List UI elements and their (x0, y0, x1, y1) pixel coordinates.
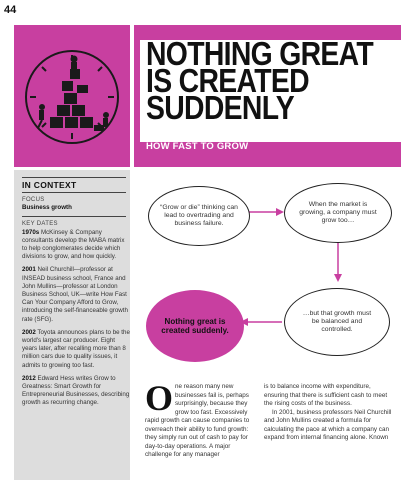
page-subtitle: HOW FAST TO GROW (146, 141, 249, 152)
body-paragraph: In 2001, business professors Neil Churchill and John Mullins created a formula for calculating the pace at which a company can expand from internal financing alone. Known (264, 408, 392, 441)
key-date-entry: 2001 Neil Churchill—professor at INSEAD business school, France and John Mullins—professor at London Business School, UK—write How Fast Can Your Company Afford to Grow, introducing the self-financeable growth rate (SFG). (22, 266, 128, 323)
context-body (22, 192, 130, 413)
diagram-node-balanced-growth (284, 288, 390, 356)
diagram-node-text: “Grow or die” thinking can lead to overtrading and business failure. (160, 204, 238, 227)
context-rule (22, 192, 126, 193)
body-column-1 (145, 378, 259, 460)
key-date-entry: 2012 Edward Hess writes Grow to Greatness: Smart Growth for Entrepreneurial Businesses, describing growth as recurring change. (22, 374, 130, 407)
focus-value: Business growth (22, 204, 72, 212)
hero-illustration-panel (14, 25, 130, 167)
key-date-entry: 1970s McKinsey & Company consultants develop the MABA matrix to help conglomerates decide which divisions to grow, and how quickly. (22, 228, 125, 261)
title-line-1: NOTHING GREAT (146, 35, 374, 72)
body-paragraph: ne reason many new businesses fail is, perhaps surprisingly, because they grow too fast. Excessively rapid growth can cause companies to overreach their ability to fund growth: they simply run out of cash to pay for day-to-day operations. A major challenge for any manager (145, 383, 250, 458)
context-rule-2 (22, 216, 126, 217)
diagram-node-nothing-great (146, 290, 244, 362)
clock-builders-illustration (14, 25, 130, 167)
diagram-node-market-growing (284, 183, 392, 243)
title-line-2: IS CREATED (146, 62, 309, 99)
key-date-entry: 2002 Toyota announces plans to be the world's largest car producer. Eight years later, after recalling more than 8 million cars due to quality issues, it admits to growing too fast. (22, 328, 130, 369)
page-number: 44 (4, 4, 17, 16)
body-paragraph: is to balance income with expenditure, ensuring that there is sufficient cash to meet the rising costs of the business. (264, 383, 388, 407)
diagram-node-text: When the market is growing, a company must grow too… (299, 201, 377, 224)
diagram-node-text: Nothing great is created suddenly. (161, 316, 229, 335)
context-top-rule (22, 177, 126, 178)
drop-cap: O (145, 378, 174, 418)
key-dates-label: KEY DATES (22, 221, 58, 228)
page-title (146, 35, 374, 126)
diagram-node-text: …but that growth must be balanced and controlled. (302, 310, 372, 333)
body-column-2 (264, 383, 392, 443)
title-line-3: SUDDENLY (146, 89, 295, 126)
diagram-node-grow-or-die (148, 186, 250, 246)
context-heading: IN CONTEXT (22, 180, 77, 190)
focus-label: FOCUS (22, 197, 45, 203)
